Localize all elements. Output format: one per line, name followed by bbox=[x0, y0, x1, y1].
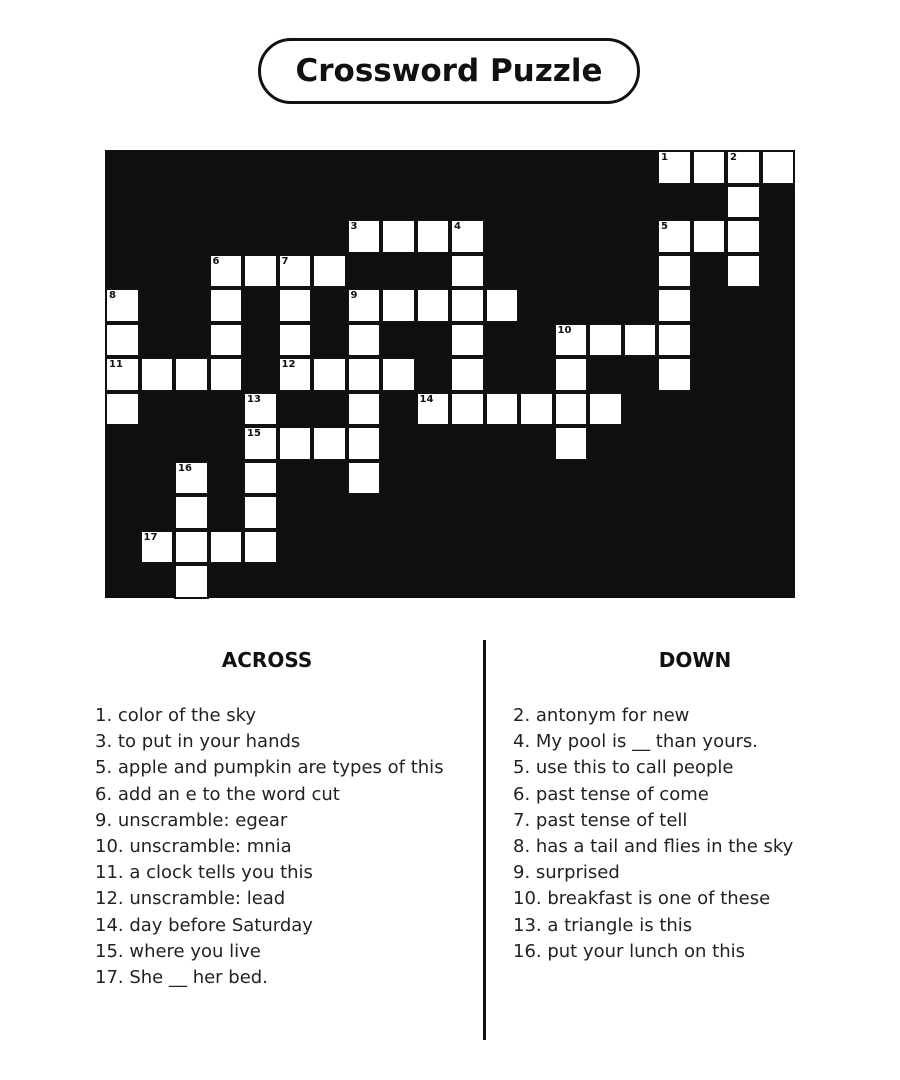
puzzle-title: Crossword Puzzle bbox=[258, 38, 640, 104]
column-divider bbox=[483, 640, 486, 1040]
grid-cell[interactable] bbox=[243, 495, 278, 530]
grid-cell[interactable] bbox=[278, 254, 313, 289]
grid-cell[interactable] bbox=[554, 426, 589, 461]
clue-number: 10 bbox=[557, 324, 572, 336]
grid-cell[interactable] bbox=[105, 392, 140, 427]
clue-number: 15 bbox=[247, 428, 261, 439]
grid-cell[interactable] bbox=[174, 357, 209, 392]
grid-cell[interactable] bbox=[450, 392, 485, 427]
grid-cell[interactable] bbox=[243, 254, 278, 289]
down-clue: 9. surprised bbox=[513, 862, 620, 884]
down-clue: 6. past tense of come bbox=[513, 783, 709, 805]
grid-cell[interactable] bbox=[278, 426, 313, 461]
grid-cell[interactable] bbox=[450, 254, 485, 289]
across-clue: 12. unscramble: lead bbox=[95, 888, 286, 910]
grid-cell[interactable] bbox=[726, 150, 761, 185]
grid-cell[interactable] bbox=[692, 150, 727, 185]
clue-number: 13 bbox=[247, 393, 261, 405]
across-clue: 10. unscramble: mnia bbox=[95, 836, 292, 858]
down-clue: 10. breakfast is one of these bbox=[513, 888, 771, 910]
clue-number: 17 bbox=[143, 531, 158, 543]
grid-cell[interactable] bbox=[312, 357, 347, 392]
grid-cell[interactable] bbox=[174, 564, 209, 599]
across-clue: 3. to put in your hands bbox=[95, 731, 301, 753]
grid-cell[interactable] bbox=[485, 288, 520, 323]
grid-cell[interactable] bbox=[140, 530, 175, 565]
grid-cell[interactable] bbox=[347, 323, 382, 358]
grid-cell[interactable] bbox=[623, 323, 658, 358]
across-clue: 1. color of the sky bbox=[95, 705, 257, 726]
across-clue: 6. add an e to the word cut bbox=[95, 783, 340, 805]
grid-cell[interactable] bbox=[174, 495, 209, 530]
grid-cell[interactable] bbox=[554, 357, 589, 392]
clue-number: 11 bbox=[109, 359, 123, 370]
grid-cell[interactable] bbox=[416, 219, 451, 254]
grid-cell[interactable] bbox=[312, 426, 347, 461]
grid-cell[interactable] bbox=[450, 323, 485, 358]
grid-cell[interactable] bbox=[554, 323, 589, 358]
across-clue: 15. where you live bbox=[95, 940, 261, 962]
grid-cell[interactable] bbox=[657, 254, 692, 289]
grid-cell[interactable] bbox=[312, 254, 347, 289]
grid-cell[interactable] bbox=[209, 530, 244, 565]
grid-cell[interactable] bbox=[105, 288, 140, 323]
grid-cell[interactable] bbox=[209, 323, 244, 358]
grid-cell[interactable] bbox=[588, 392, 623, 427]
clue-number: 6 bbox=[212, 255, 220, 267]
clue-number: 16 bbox=[178, 462, 192, 474]
grid-cell[interactable] bbox=[450, 357, 485, 392]
grid-cell[interactable] bbox=[278, 288, 313, 323]
clue-number: 3 bbox=[350, 221, 358, 232]
down-clue: 8. has a tail and flies in the sky bbox=[513, 836, 794, 858]
grid-cell[interactable] bbox=[278, 323, 313, 358]
grid-cell[interactable] bbox=[485, 392, 520, 427]
grid-cell[interactable] bbox=[140, 357, 175, 392]
grid-cell[interactable] bbox=[416, 392, 451, 427]
grid-cell[interactable] bbox=[381, 288, 416, 323]
grid-cell[interactable] bbox=[174, 530, 209, 565]
grid-cell[interactable] bbox=[209, 254, 244, 289]
grid-cell[interactable] bbox=[347, 357, 382, 392]
grid-cell[interactable] bbox=[243, 392, 278, 427]
grid-cell[interactable] bbox=[347, 392, 382, 427]
grid-cell[interactable] bbox=[761, 150, 796, 185]
grid-cell[interactable] bbox=[209, 288, 244, 323]
down-clue: 2. antonym for new bbox=[513, 705, 690, 726]
grid-cell[interactable] bbox=[657, 150, 692, 185]
grid-cell[interactable] bbox=[554, 392, 589, 427]
clue-number: 9 bbox=[350, 290, 358, 301]
down-clue: 16. put your lunch on this bbox=[513, 940, 745, 962]
grid-cell[interactable] bbox=[726, 219, 761, 254]
grid-cell[interactable] bbox=[657, 219, 692, 254]
clue-number: 1 bbox=[661, 152, 668, 163]
grid-cell[interactable] bbox=[726, 254, 761, 289]
across-clue-list bbox=[95, 703, 444, 991]
grid-cell[interactable] bbox=[450, 288, 485, 323]
grid-cell[interactable] bbox=[347, 219, 382, 254]
grid-cell[interactable] bbox=[519, 392, 554, 427]
grid-cell[interactable] bbox=[105, 323, 140, 358]
clue-number: 8 bbox=[109, 290, 116, 301]
down-clue: 5. use this to call people bbox=[513, 757, 734, 779]
across-clue: 11. a clock tells you this bbox=[95, 862, 313, 884]
clue-number: 2 bbox=[730, 152, 737, 163]
grid-cell[interactable] bbox=[347, 288, 382, 323]
grid-cell[interactable] bbox=[347, 461, 382, 496]
grid-cell[interactable] bbox=[657, 357, 692, 392]
grid-cell[interactable] bbox=[278, 357, 313, 392]
grid-cell[interactable] bbox=[347, 426, 382, 461]
grid-cell[interactable] bbox=[657, 323, 692, 358]
grid-cell[interactable] bbox=[243, 461, 278, 496]
clue-number: 5 bbox=[661, 221, 668, 232]
grid-cell[interactable] bbox=[657, 288, 692, 323]
clue-number: 4 bbox=[454, 221, 461, 232]
grid-cell[interactable] bbox=[692, 219, 727, 254]
grid-cell[interactable] bbox=[243, 530, 278, 565]
down-heading: DOWN bbox=[658, 648, 732, 672]
grid-cell[interactable] bbox=[726, 185, 761, 220]
grid-cell[interactable] bbox=[381, 219, 416, 254]
grid-cell[interactable] bbox=[381, 357, 416, 392]
crossword-grid bbox=[105, 150, 795, 598]
grid-cell[interactable] bbox=[416, 288, 451, 323]
across-clue: 9. unscramble: egear bbox=[95, 809, 288, 831]
across-heading: ACROSS bbox=[221, 648, 313, 672]
across-clue: 17. She __ her bed. bbox=[95, 967, 268, 989]
down-clue: 13. a triangle is this bbox=[513, 914, 693, 936]
across-clue: 5. apple and pumpkin are types of this bbox=[95, 757, 444, 779]
grid-cell[interactable] bbox=[174, 461, 209, 496]
across-clue: 14. day before Saturday bbox=[95, 914, 313, 936]
clue-number: 7 bbox=[281, 255, 289, 267]
grid-cell[interactable] bbox=[209, 357, 244, 392]
clue-number: 14 bbox=[419, 393, 434, 405]
down-clue: 7. past tense of tell bbox=[513, 809, 688, 831]
down-clue: 4. My pool is __ than yours. bbox=[513, 731, 758, 753]
grid-cell[interactable] bbox=[105, 357, 140, 392]
grid-cell[interactable] bbox=[243, 426, 278, 461]
clue-number: 12 bbox=[281, 359, 296, 370]
grid-cell[interactable] bbox=[588, 323, 623, 358]
down-clue-list bbox=[513, 703, 793, 965]
grid-cell[interactable] bbox=[450, 219, 485, 254]
